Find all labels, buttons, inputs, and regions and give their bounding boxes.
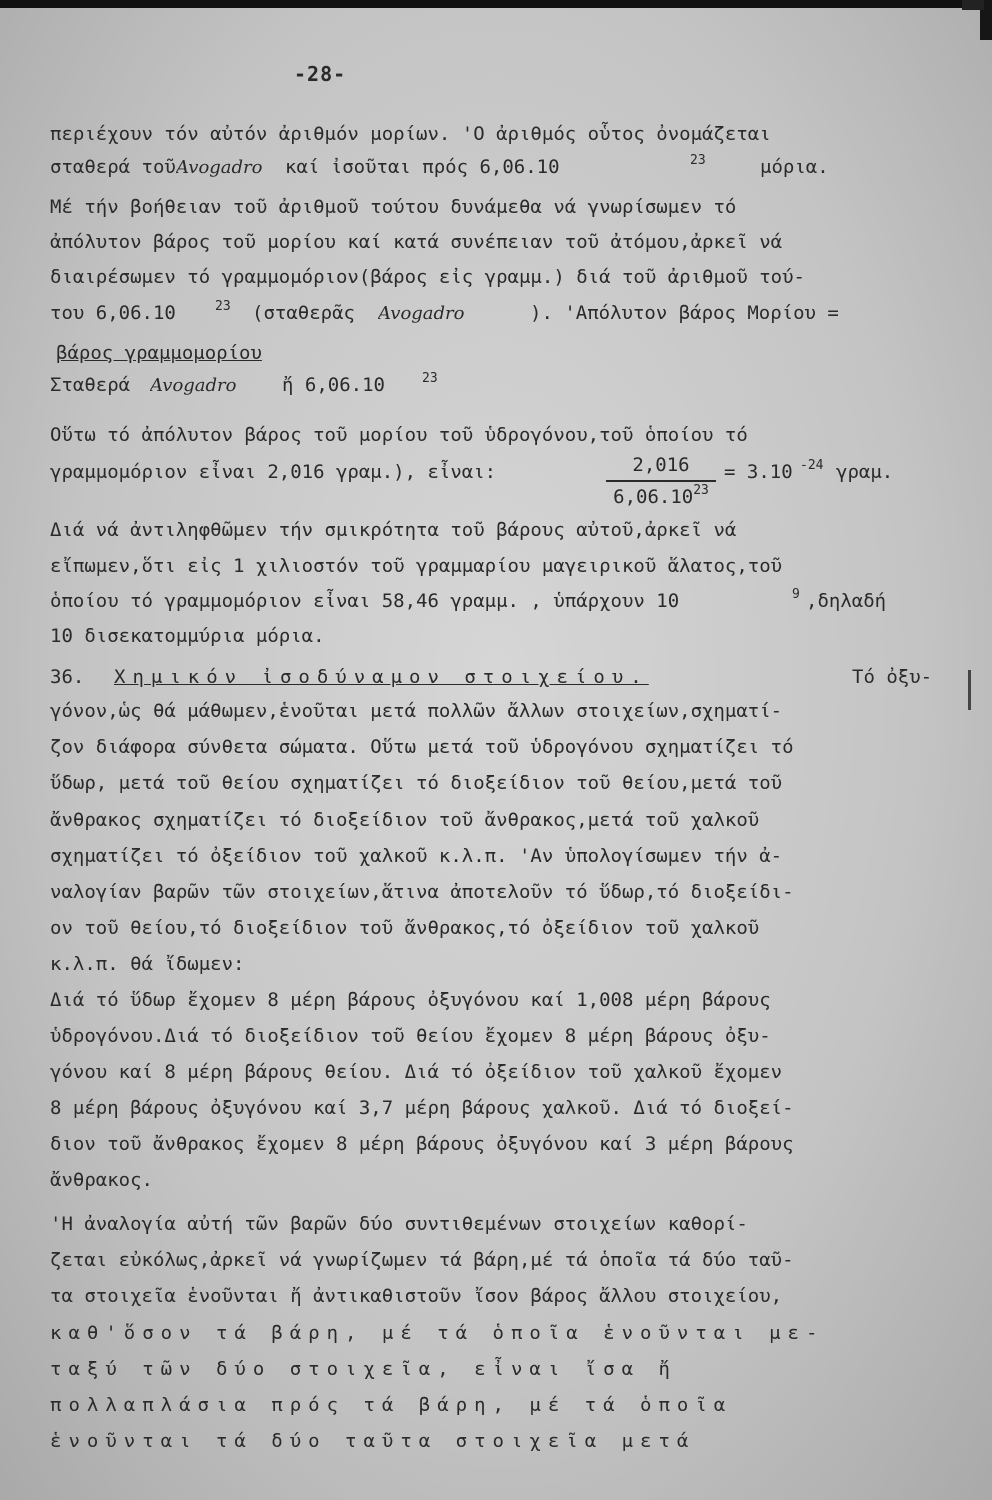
text-line-segment: γραμμομόριον εἶναι 2,016 γραμ.), εἶναι: bbox=[50, 461, 497, 483]
text-line bbox=[50, 730, 972, 764]
fraction-bar bbox=[606, 480, 716, 482]
text-line bbox=[50, 1316, 972, 1350]
text-line-segment: 10 δισεκατομμύρια μόρια. bbox=[50, 625, 325, 647]
text-line-segment: Οὕτω τό ἀπόλυτον βάρος τοῦ μορίου τοῦ ὑδρογόνου,τοῦ ὁποίου τό bbox=[50, 424, 748, 446]
text-line-segment: ἄνθρακος σχηματίζει τό διοξείδιον τοῦ ἄνθρακος,μετά τοῦ χαλκοῦ bbox=[50, 809, 760, 831]
text-line-segment: = 3.10 bbox=[724, 461, 793, 483]
text-line bbox=[836, 455, 972, 489]
text-line-segment: ναλογίαν βαρῶν τῶν στοιχείων,ἅτινα ἀποτελοῦν τό ὕδωρ,τό διοξείδι- bbox=[50, 881, 794, 903]
text-line bbox=[50, 983, 972, 1017]
text-line-segment: γραμ. bbox=[836, 461, 894, 483]
text-line bbox=[50, 1207, 972, 1241]
text-line bbox=[50, 1279, 972, 1313]
text-line bbox=[50, 1019, 972, 1053]
text-line bbox=[50, 418, 972, 452]
text-line-segment: περιέχουν τόν αὐτόν ἀριθμόν μορίων. 'Ο ἀριθμός οὗτος ὀνομάζεται bbox=[50, 123, 771, 145]
text-line-segment: ὁποίου τό γραμμομόριον εἶναι 58,46 γραμμ. , ὑπάρχουν 10 bbox=[50, 590, 680, 612]
text-line bbox=[50, 1055, 972, 1089]
text-line-segment: (σταθερᾶς bbox=[252, 302, 355, 324]
text-line bbox=[760, 150, 972, 184]
text-line bbox=[50, 1127, 972, 1161]
text-line bbox=[806, 584, 972, 618]
text-line bbox=[50, 911, 972, 945]
text-line-segment: σταθερά τοῦ bbox=[50, 156, 176, 178]
text-line-segment: 23 bbox=[690, 153, 706, 168]
text-line-segment: 8 μέρη βάρους ὀξυγόνου καί 3,7 μέρη βάρους χαλκοῦ. Διά τό διοξεί- bbox=[50, 1097, 794, 1119]
text-line-segment: ταξύ τῶν δύο στοιχεῖα, εἶναι ἴσα ἤ bbox=[50, 1358, 677, 1380]
text-line bbox=[50, 694, 972, 728]
text-line-segment: διον τοῦ ἄνθρακος ἔχομεν 8 μέρη βάρους ὀξυγόνου καί 3 μέρη βάρους bbox=[50, 1133, 794, 1155]
text-line-segment: ). 'Απόλυτον βάρος Μορίου = bbox=[530, 302, 839, 324]
text-line-segment: μόρια. bbox=[760, 156, 829, 178]
text-line-segment: ζον διάφορα σύνθετα σώματα. Οὕτω μετά τοῦ ὑδρογόνου σχηματίζει τό bbox=[50, 736, 794, 758]
text-line bbox=[50, 619, 972, 653]
text-line-segment: πολλαπλάσια πρός τά βάρη, μέ τά ὁποῖα bbox=[50, 1394, 733, 1416]
text-line-segment: 36. bbox=[50, 666, 85, 688]
text-line bbox=[422, 368, 972, 402]
text-line bbox=[50, 260, 972, 294]
text-line-segment: 23 bbox=[422, 371, 438, 386]
text-line-segment: ἀπόλυτον βάρος τοῦ μορίου καί κατά συνέπειαν τοῦ ἀτόμου,ἀρκεῖ νά bbox=[50, 231, 783, 253]
text-line-segment: ἑνοῦνται τά δύο ταῦτα στοιχεῖα μετά bbox=[50, 1430, 696, 1452]
text-line-segment: κ.λ.π. θά ἴδωμεν: bbox=[50, 953, 245, 975]
text-line-segment: ἤ 6,06.10 bbox=[282, 374, 385, 396]
text-line bbox=[50, 1243, 972, 1277]
text-line-segment: Avogadro bbox=[176, 157, 263, 178]
text-line-segment: γόνου καί 8 μέρη βάρους θείου. Διά τό ὀξείδιον τοῦ χαλκοῦ ἔχομεν bbox=[50, 1061, 783, 1083]
text-line-segment: Avogadro bbox=[150, 375, 237, 396]
text-line-segment: εἴπωμεν,ὅτι εἰς 1 χιλιοστόν τοῦ γραμμαρίου μαγειρικοῦ ἅλατος,τοῦ bbox=[50, 555, 783, 577]
text-line-segment: Χημικόν ἰσοδύναμον στοιχείου. bbox=[114, 666, 649, 688]
text-line bbox=[50, 225, 972, 259]
text-line bbox=[50, 1091, 972, 1125]
text-line-segment: του 6,06.10 bbox=[50, 302, 176, 324]
text-line bbox=[50, 1352, 972, 1386]
text-line bbox=[50, 803, 972, 837]
text-line-segment: ζεται εὐκόλως,ἀρκεῖ νά γνωρίζωμεν τά βάρη,μέ τά ὁποῖα τά δύο ταῦ- bbox=[50, 1249, 794, 1271]
text-line-segment: καθ'ὅσον τά βάρη, μέ τά ὁποῖα ἑνοῦνται με- bbox=[50, 1322, 825, 1344]
text-line bbox=[50, 513, 972, 547]
text-line-segment: 9 bbox=[792, 587, 800, 602]
text-line bbox=[50, 190, 972, 224]
text-line-segment: Μέ τήν βοήθειαν τοῦ ἀριθμοῦ τούτου δυνάμεθα νά γνωρίσωμεν τό bbox=[50, 196, 737, 218]
text-line bbox=[50, 839, 972, 873]
text-line-segment: ,δηλαδή bbox=[806, 590, 887, 612]
fraction bbox=[606, 452, 716, 508]
text-line bbox=[50, 1424, 972, 1458]
text-line bbox=[50, 766, 972, 800]
text-line bbox=[114, 660, 972, 694]
text-line-segment: Τό ὀξυ- bbox=[852, 666, 933, 688]
text-line-segment: τα στοιχεῖα ἑνοῦνται ἤ ἀντικαθιστοῦν ἴσον βάρος ἄλλου στοιχείου, bbox=[50, 1285, 783, 1307]
text-line-segment: -24 bbox=[800, 458, 824, 473]
text-line bbox=[50, 117, 972, 151]
text-line-segment: 23 bbox=[215, 299, 231, 314]
fraction-numerator: 2,016 bbox=[632, 454, 690, 476]
text-line-segment: ὕδωρ, μετά τοῦ θείου σχηματίζει τό διοξείδιον τοῦ θείου,μετά τοῦ bbox=[50, 772, 783, 794]
text-line-segment: Διά νά ἀντιληφθῶμεν τήν σμικρότητα τοῦ βάρους αὐτοῦ,ἀρκεῖ νά bbox=[50, 519, 737, 541]
page-number: -28- bbox=[294, 62, 347, 86]
text-line-segment: γόνον,ὡς θά μάθωμεν,ἑνοῦται μετά πολλῶν ἄλλων στοιχείων,σχηματί- bbox=[50, 700, 783, 722]
text-line bbox=[852, 660, 972, 694]
text-line-segment: ον τοῦ θείου,τό διοξείδιον τοῦ ἄνθρακος,τό ὀξείδιον τοῦ χαλκοῦ bbox=[50, 917, 760, 939]
text-line-segment: ἄνθρακος. bbox=[50, 1169, 153, 1191]
scan-corner-mark bbox=[962, 0, 984, 10]
text-line bbox=[50, 947, 972, 981]
text-line-segment: 'Η ἀναλογία αὐτή τῶν βαρῶν δύο συντιθεμένων στοιχείων καθορί- bbox=[50, 1213, 748, 1235]
fraction-denominator: 6,06.10 bbox=[613, 486, 694, 508]
text-line-segment: διαιρέσωμεν τό γραμμομόριον(βάρος εἰς γραμμ.) διά τοῦ ἀριθμοῦ τού- bbox=[50, 266, 805, 288]
text-line-segment: Avogadro bbox=[378, 303, 465, 324]
margin-mark bbox=[968, 670, 971, 710]
text-line bbox=[50, 1388, 972, 1422]
text-line-segment: σχηματίζει τό ὀξείδιον τοῦ χαλκοῦ κ.λ.π. 'Αν ὑπολογίσωμεν τήν ἀ- bbox=[50, 845, 783, 867]
text-line-segment: Διά τό ὕδωρ ἔχομεν 8 μέρη βάρους ὀξυγόνου καί 1,008 μέρη βάρους bbox=[50, 989, 771, 1011]
text-line bbox=[50, 549, 972, 583]
scan-top-edge bbox=[0, 0, 992, 8]
text-line-segment: βάρος γραμμομορίου bbox=[56, 342, 262, 364]
text-line bbox=[56, 336, 972, 370]
text-line-segment: Σταθερά bbox=[50, 374, 131, 396]
text-line-segment: καί ἰσοῦται πρός 6,06.10 bbox=[285, 156, 560, 178]
text-line bbox=[50, 875, 972, 909]
text-line bbox=[530, 296, 972, 330]
fraction-exponent: 23 bbox=[693, 483, 709, 498]
text-line-segment: ὑδρογόνου.Διά τό διοξείδιον τοῦ θείου ἔχομεν 8 μέρη βάρους ὀξυ- bbox=[50, 1025, 771, 1047]
text-line bbox=[50, 1163, 972, 1197]
